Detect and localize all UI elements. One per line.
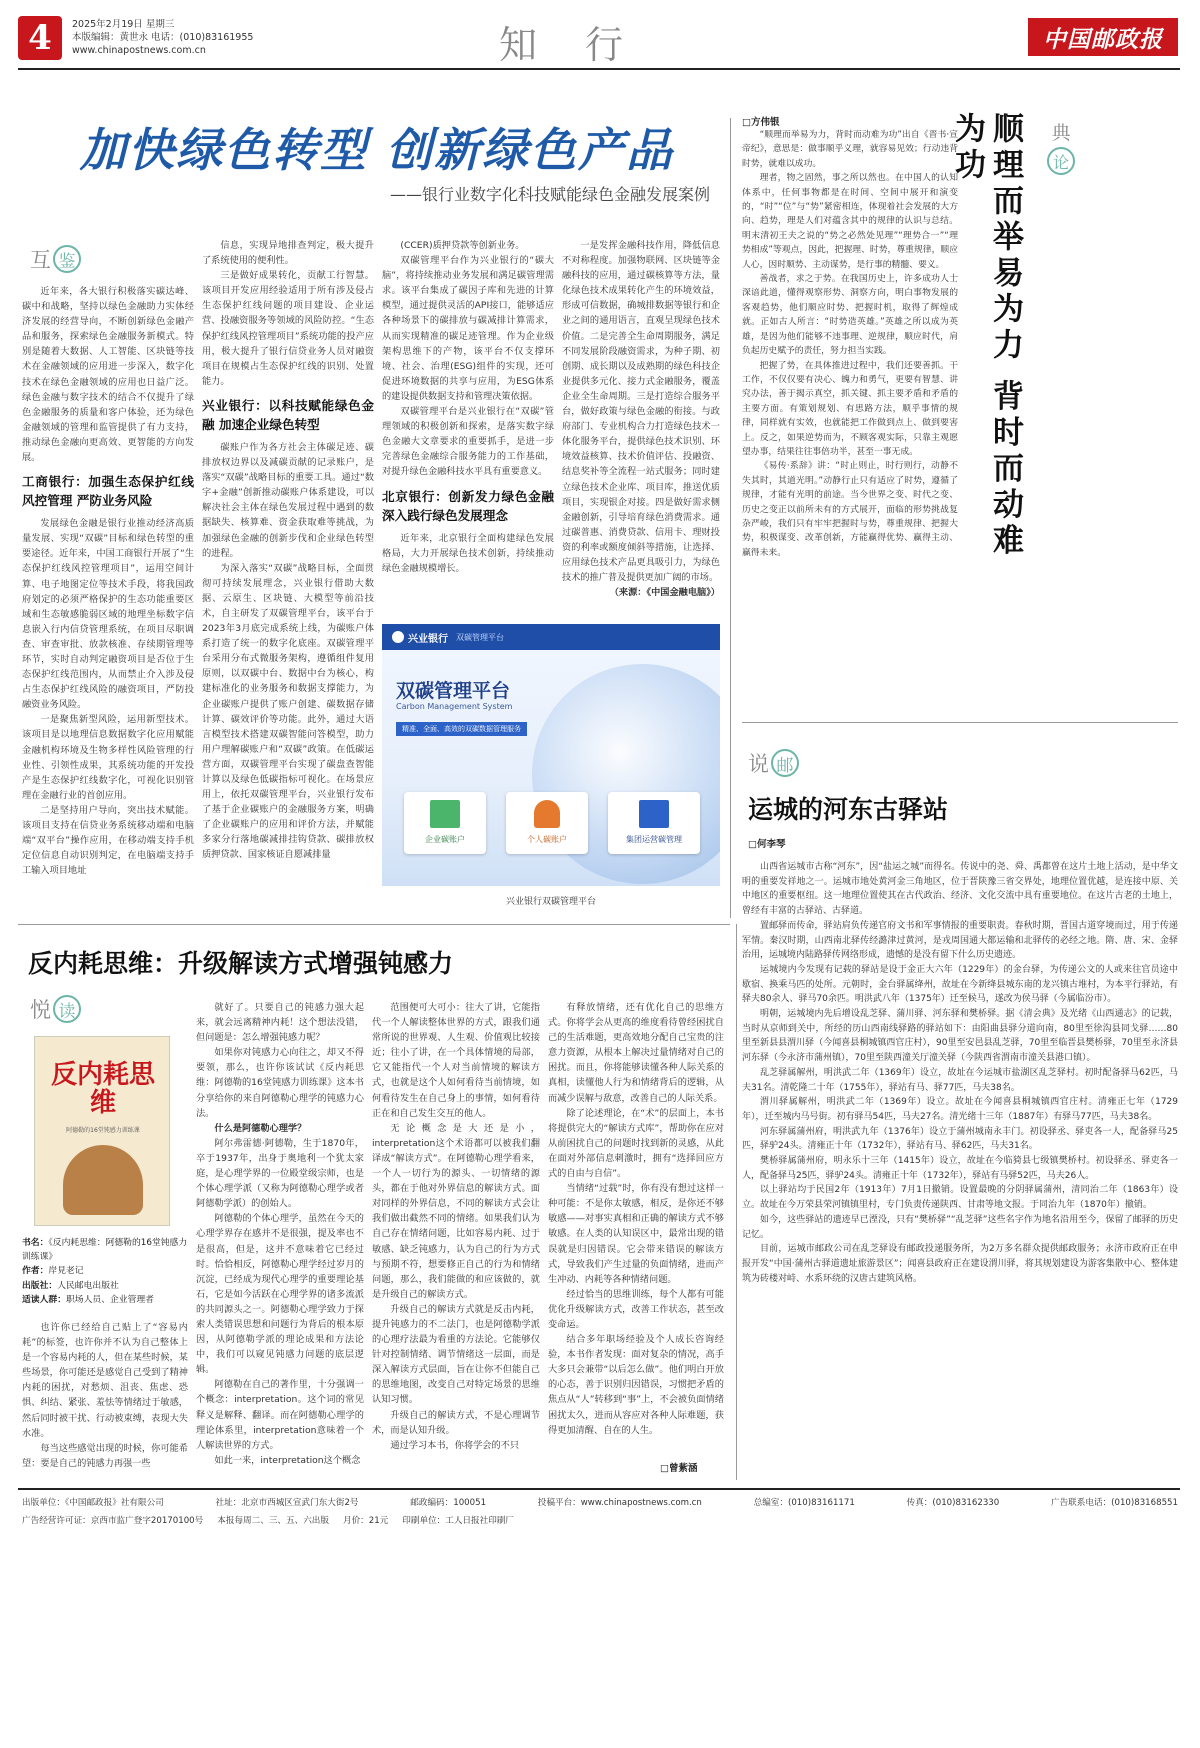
book-title: 反内耗思维：升级解读方式增强钝感力 (28, 949, 454, 978)
book-cover (34, 1036, 170, 1226)
relay-author: □何李琴 (748, 839, 786, 850)
enterprise-icon (430, 800, 460, 828)
tag-yuedu (30, 994, 81, 1024)
card-personal-label: 个人碳账户 (527, 835, 567, 844)
lead-column-1: 近年来，各大银行积极落实碳达峰、碳中和战略，坚持以绿色金融助力实体经济发展的经营导向，不断创新绿色金融产品和服务，探索绿色金融服务新模式。特别是随着大数据、人工智能、区块链等技术在金融领域的应用进一步深入，数字化技术在绿色金融领域的应用也日益广泛。绿色金融与数字技术的结合不仅提升了绿色金融服务的质量和客户体验，还为绿色金融领域的管理和监管提供了有力支持，推动绿色金融向更高效、更智能的方向发展。 工商银行：加强生态保护红线风控管理 严防业务风险 发展绿色金融是银行业推动经济高质量发展、实现“双碳”目标和绿色转型的重要途径。近年来，中国工商银行开展了“生态保护红线风控管理项目”，运用空间计算、电子地图定位等技术手段，将我国政府划定的必须严格保护的生态功能重要区域和生态敏感脆弱区域的地理坐标数字信息嵌入行内信贷管理系统，在项目尽职调查、审查审批、放款核准、存续期管理等环节，实时自动判定融资项目是否位于生态保护红线范围内，从而禁止介入涉及侵占生态保护红线风险的融资项目，严防投融资业务风险。 一是聚焦新型风险，运用新型技术。该项目是以地理信息数据数字化应用赋能金融机构环境及生物多样性风险管理的行业性、引领性成果，其系统功能的开发投产是生态保护红线数字化，可视化识别管理在金融行业的首创应用。 二是坚持用户导向，突出技术赋能。该项目支持在信贷业务系统移动端和电脑端“双平台”操作应用，在移动端支持手机定位信息自动识别判定，在电脑端支持手工输入项目地址 (22, 286, 194, 877)
tag-hujian-char2: 鉴 (53, 245, 81, 273)
meta-publisher: 出版社：人民邮电出版社 (22, 1280, 119, 1291)
book-author: □曾紫涵 (660, 1463, 698, 1474)
lead-column-4: 一是发挥金融科技作用，降低信息不对称程度。加强物联网、区块链等金融科技的应用，通过碳核算等方法，量化绿色技术成果转化产生的环境效益，形成可信数据，确城排数据等银行和企业之间的通用语言，直观呈现绿色技术价值。二是完善全生命周期服务，满足不同发展阶段融资需求，为种子期、初创期、成长期以及成熟期的绿色科技企业提供多元化、接力式金融服务，覆盖企业全生命周期。三是打造综合服务平台，做好政策与绿色金融的衔接。与政府部门、专业机构合力打造绿色技术一体化服务平台，提供绿色技术识别、环境效益核算、技术价值评估、投融资、结息奖补等全流程一站式服务；同时建立绿色技术企业库、项目库，推送优质项目，实现银企对接。四是做好需求侧金融创新，引导培育绿色消费需求。通过碳普惠、消费贷款、信用卡、理财投资的利率或额度倾斜等措施，让选择、应用绿色技术产品更具吸引力，为绿色技术的推广普及提供更加广阔的市场。 （来源：《中国金融电脑》） (562, 238, 720, 618)
card-group[interactable] (608, 792, 700, 854)
book-column-1: 也许你已经给自己贴上了“容易内耗”的标签，也许你并不认为自己整体上是一个容易内耗的人，但在某些时候，某些场景，你可能还是感觉自己受到了精神内耗的困扰，对愁烦、沮丧、焦虑、恐惧、纠结、紧张、羞怯等情绪过于敏感，然后同时被干扰、行动被束缚，表现大失水准。 每当这些感觉出现的时候，你可能希望：要是自己的钝感力再强一些 (22, 1322, 188, 1469)
section-title: 知 行 (498, 23, 642, 67)
relay-body: 山西省运城市古称“河东”，因“盐运之城”而得名。传说中的尧、舜、禹都曾在这片土地上活动，是中华文明的重要发祥地之一。运城市地处黄河金三角地区，位于晋陕豫三省交界处，地理位置优越，是连接中原、关中地区的重要枢纽。这一地理位置使其在古代政治、经济、文化交流中具有重要地位。在这片古老的土地上，曾经有丰富的古驿站、古驿道。 置邮驿而传命，驿站肩负传递官府文书和军事情报的重要职责。春秋时期，晋国古道穿境而过，用于传递军情。秦汉时期，山西南北驿传经潞津过黄河，是戎周国通大都运输和北驿传的必经之地。隋、唐、宋、金驿治用，运城境内陆路驿传网络形成，遗憾的是没有留下什么历史遗迹。 运城境内今发现有记载的驿站是设于金正大六年（1229年）的金台驿，为传递公文的人或来往官员途中歇宿、换乘马匹的处所。元朝时，金台驿属绛州，故址在今新绛县城东南的龙兴镇古堆村，为本平行驿站，有驿夫80余人、驿马70余匹。明洪武八年（1375年）迁至候马，遂改为侯马驿（今属临汾市）。 明朝，运城境内先后增设乱芝驿、蒲川驿、河东驿和樊桥驿。据《清会典》及光绪《山西通志》的记载，当时从京师到关中，所经的历山西南线驿路的驿站如下：由阳曲县驿分道向南，80里至徐沟县同戈驿……80里至新县县渭川驿（今闻喜县桐城镇西官庄村），90里至安邑县乱芝驿，70里至临晋县樊桥驿，70里至永济县河东驿（今永济市蒲州镇），70里至陕西潼关厅潼关驿（今陕西省渭南市潼关县港口镇）。 乱芝驿属解州，明洪武二年（1369年）设立，故址在今运城市盐湖区乱芝驿村。初时配备驿马62匹，马夫31名。清乾隆二十年（1755年），驿站有马、驿77匹，马夫38名。 渭川驿属解州，明洪武二年（1369年）设立。故址在今闻喜县桐城镇西官庄村。清雍正七年（1729年），迁至城内马号街。初有驿马54匹，马夫27名。清光绪十三年（1887年）有驿马77匹，马夫38名。 河东驿属蒲州府，明洪武九年（1376年）设立于蒲州城南永丰门。初设驿丞、驿吏各一人，配备驿马25匹，驿驴24头。清雍正十年（1732年），驿站有马、驿62匹，马夫31名。 樊桥驿属蒲州府，明永乐十三年（1415年）设立，故址在今临猗县七级镇樊桥村。初设驿丞、驿吏各一人，配备驿马25匹，驿驴24头。清雍正十年（1732年），驿站有马驿52匹，马夫26人。 以上驿站均于民国2年（1913年）7月1日撤销。设置最晚的分阴驿属蒲州，清同治二年（1863年）设立。故址在今万荣县荣河镇镇里村，专门负责传递陕西、甘肃等地文报。于同治九年（1870年）撤销。 如今，这些驿站的遗迹早已湮没，只有“樊桥驿”“乱芝驿”这些名字作为地名沿用至今，保留了邮驿的历史记忆。 目前，运城市邮政公司在乱芝驿设有邮政投递服务所，为2万多名群众提供邮政服务；永济市政府正在申报开发“中国·蒲州古驿道遗址旅游景区”；闻喜县政府正在建设渭川驿，将其规划建设为游客集散中心、整体建筑为砖楼对峙、水系环绕的汉唐古建筑风格。 (742, 862, 1178, 1284)
classic-body: “顺理而举易为力，背时而动难为功”出自《晋书·宣帝纪》，意思是：做事顺乎义理，就容易见效；行动违背时势，就难以成功。 理者，物之固然，事之所以然也。在中国人的认知体系中，任何事物都是在时间、空间中展开和演变的，“时”“位”与“势”紧密相连，体现着社会发展的大方向、趋势，理是人们对蕴含其中的规律的认识与总结。明末清初王夫之说的“势之必然处见理”“理势合一”“理势相成”等观点，因此，把握理、时势，尊重规律，顺应人心，因时顺势、主动谋势，是行事的精髓、要义。 善战者，求之于势。在我国历史上，许多成功人士深谙此道，懂得观察形势、洞察方向，明白事物发展的客观趋势，他们顺应时势、把握时机，取得了辉煌成就。正如古人所言：“时势造英雄。”英雄之所以成为英雄，是因为他们能够不违事理、逆规律，顺应时代，肩负起历史赋予的责任，努力担当实践。 把握了势，在具体推进过程中，我们还要善抓。干工作，不仅仅要有决心、魄力和勇气，更要有智慧、讲究办法，善于揭示真空，抓关键、抓主要矛盾和矛盾的主要方面。有策划规划、有思路方法，顺乎事情的规律，同样就有实效，也就能把工作做到点上、做到要害上。反之，如果逆势而为，不顾客观实际，只靠主观愿望办事，结果往往事倍功半，甚至一事无成。 《易传·系辞》讲：“时止则止，时行则行，动静不失其时，其道光明。”动静行止只有适应了时势，遵循了规律，才能有光明的前途。当今世界之变、时代之变、历史之变正以前所未有的方式展开，面临的形势挑战复杂严峻，我们只有牢牢把握时与势，尊重规律、把握大势，积极谋变、改革创新，方能赢得优势、赢得主动、赢得未来。 (742, 130, 958, 558)
lead-source: （来源：《中国金融电脑》） (609, 587, 720, 599)
issue-date: 2025年2月19日 星期三 (72, 19, 175, 30)
brand-name: 中国邮政报 (1043, 25, 1163, 53)
cib-logo-text: 兴业银行 (408, 633, 448, 645)
book-cover-title: 反内耗思维 (50, 1060, 155, 1118)
page-number: 4 (28, 18, 52, 58)
classic-title: 顺理而举易为力 背时而动难为功 (949, 112, 1023, 560)
subhead-icbc: 工商银行：加强生态保护红线风控管理 严防业务风险 (22, 474, 194, 509)
tag-hujian (30, 244, 81, 274)
tag-hujian-char1: 互 (30, 248, 51, 272)
tag-yuedu-char2: 读 (53, 995, 81, 1023)
site-url[interactable]: www.chinapostnews.com.cn (72, 45, 206, 56)
figure-en: Carbon Management System (396, 702, 513, 711)
editor-line: 本版编辑：黄世永 电话：(010)83161955 (72, 32, 254, 43)
cib-platform-figure (382, 624, 720, 886)
person-icon (534, 800, 560, 828)
figure-title: 双碳管理平台 (396, 680, 511, 702)
lead-intro: 近年来，各大银行积极落实碳达峰、碳中和战略，坚持以绿色金融助力实体经济发展的经营导向，不断创新绿色金融产品和服务，探索绿色金融服务新模式。特别是随着大数据、人工智能、区块链等技术在金融领域的应用进一步深入，数字化技术在绿色金融领域的应用也日益广泛。绿色金融与数字技术的结合不仅提升了绿色金融服务的质量和客户体验，还为绿色金融领域的管理和监管提供了有力支持，推动绿色金融向更高效、更智能的方向发展。 (22, 286, 194, 464)
subhead-cib: 兴业银行：以科技赋能绿色金融 加速企业绿色转型 (202, 397, 374, 432)
building-icon (639, 800, 669, 828)
lead-column-3: (CCER)质押贷款等创新业务。 双碳管理平台作为兴业银行的“碳大脑”，将持续推动业务发展和满足碳管理需求。该平台集成了碳因子库和先进的计算模型，通过提供灵活的API接口，能够适应各种场景下的碳排放与碳减排计算需求，从而实现精准的碳足迹管理。作为企业级架构思维下的产物，该平台不仅支撑环境、社会、治理(ESG)组件的实现，还可促进环境数据的共享与应用，为ESG体系的建设提供数据支持和管理决策依据。 双碳管理平台是兴业银行在“双碳”管理领域的积极创新和探索，是落实数字绿色金融大文章要求的重要抓手，是进一步完善绿色金融综合服务能力的工作基础，对提升绿色金融科技水平具有重要意义。 北京银行：创新发力绿色金融 深入践行绿色发展理念 近年来，北京银行全面构建绿色发展格局，大力开展绿色技术创新，持续推动绿色金融规模增长。 (382, 240, 554, 574)
card-enterprise-label: 企业碳账户 (425, 835, 465, 844)
meta-title: 书名：《反内耗思维：阿德勒的16堂钝感力训练课》 (22, 1238, 188, 1263)
book-meta (22, 1236, 188, 1307)
subhead-bob: 北京银行：创新发力绿色金融 深入践行绿色发展理念 (382, 488, 554, 523)
cib-logo-sub: 双碳管理平台 (456, 632, 504, 642)
card-group-label: 集团运营碳管理 (626, 835, 682, 844)
lead-subtitle: ——银行业数字化科技赋能绿色金融发展案例 (390, 185, 711, 204)
figure-caption: 兴业银行双碳管理平台 (505, 897, 596, 907)
relay-title: 运城的河东古驿站 (748, 795, 949, 824)
book-column-4: 有释放情绪，还有优化自己的思维方式。你将学会从更高的维度看待曾经困扰自己的生活难题，更高效地分配自己宝贵的注意力资源，从根本上解决过量情绪对自己的困扰。而且，你将能够读懂各种人际关系的真相，读懂他人行为和情绪背后的逻辑，从而减少误解与敌意，改善自己的人际关系。 除了论述理论，在“术”的层面上，本书将提供完大的“解读方式库”，帮助你在应对从前困扰自己的问题时找到新的灵感，从此在面对外部信息刺激时，拥有“选择回应方式的自由与自信”。 当情绪“过载”时，你有没有想过这样一种可能：不是你太敏感，相反，是你还不够敏感——对事实真相和正确的解读方式不够敏感。在人类的认知误区中，最常出现的错误就是归因错误。它会带来错误的解读方式，导致我们产生过量的负面情绪，进而产生冲动、内耗等各种情绪问题。 经过恰当的思维训练，每个人都有可能优化升级解读方式，改善工作状态，甚至改变命运。 结合多年职场经验及个人成长咨询经验，本书作者发现：面对复杂的情况，高手大多只会兼带“以后怎么做”。他们明白开放的心态，善于识别归因错误，习惯把矛盾的焦点从“人”转移到“事”上，不会被负面情绪困扰太久，进而从容应对各种人际难题，获得更加清醒、自在的人生。 (548, 1002, 724, 1436)
meta-author: 作者：岸見老记 (22, 1266, 84, 1277)
book-column-2: 就好了。只要自己的钝感力强大起来，就会远离精神内耗！这个想法没错，但问题是：怎么增强钝感力呢？ 如果你对钝感力心向往之，却又不得要领，那么，也许你该试试《反内耗思维：阿德勒的16堂钝感力训练课》这本书分享给你的来自阿德勒心理学的钝感力心法。 什么是阿德勒心理学？ 阿尔弗雷德·阿德勒，生于1870年，卒于1937年，出身于奥地利一个犹太家庭，是心理学界的一位殿堂级宗师，也是个体心理学派（又称为阿德勒心理学或者阿德勒学派）的创始人。 阿德勒的个体心理学，虽然在今天的心理学界存在感并不是很强，提及率也不是很高，但是，这并不意味着它已经过时。恰恰相反，阿德勒心理学经过岁月的沉淀，已经成为现代心理学的重要理论基石，它是如今活跃在心理学界的诸多流派的共同源头之一。阿德勒心理学致力于探索人类错误思想和问题行为背后的根本原因，从阿德勒学派的理论成果和方法论中，我们可以窥见钝感力问题的底层逻辑。 阿德勒在自己的著作里，十分强调一个概念：interpretation。这个词的常见释义是解释、翻译。而在阿德勒心理学的理论体系里，interpretation意味着一个人解读世界的方式。 如此一来，interpretation这个概念 (196, 1002, 364, 1466)
classic-author: □方伟银 (742, 117, 780, 128)
page-number-badge (18, 16, 62, 60)
tag-shuoyou (748, 748, 799, 778)
cib-logo-icon (392, 631, 404, 643)
footer-line-1: 出版单位：《中国邮政报》社有限公司 社址：北京市西城区宣武门东大街2号 邮政编码：100051 投稿平台：www.chinapostnews.com.cn 总编室：(010)83161171 传真：(010)83162330 广告联系电话：(010)83168551 (22, 1498, 1178, 1508)
figure-desc: 精准、全面、高效的双碳数据管理服务 (396, 722, 527, 736)
book-cover-sub: 阿德勒的16堂钝感力训练课 (66, 1127, 140, 1134)
tag-shuoyou-char2: 邮 (771, 749, 799, 777)
tag-shuoyou-char1: 说 (748, 752, 769, 776)
tag-dianlun-char1: 典 (1051, 122, 1071, 144)
tag-dianlun (1046, 118, 1076, 175)
footer-line-2: 广告经营许可证：京西市监广登字20170100号 本报每周二、三、五、六出版 月价：21元 印刷单位：工人日报社印刷厂 (22, 1516, 515, 1526)
lead-column-2: 信息，实现异地排查判定，极大提升了系统使用的便利性。 三是做好成果转化，贡献工行智慧。该项目开发应用经验适用于所有涉及侵占生态保护红线问题的项目建设、企业运营、投融资服务等领域的风险防控。“生态保护红线风控管理项目”系统功能的投产应用，极大提升了银行信贷业务人员对融资项目在规模占生态保护红线的识别、处置能力。 兴业银行：以科技赋能绿色金融 加速企业绿色转型 碳账户作为各方社会主体碳足迹、碳排放权边界以及减碳贡献的记录账户，是落实“双碳”战略目标的重要工具。通过“数字+金融”创新推动碳账户体系建设，可以解决社会主体在绿色发展过程中遇到的数据缺失、核算难、资金获取难等挑战，为加强绿色金融的创新步伐和企业绿色转型的进程。 为深入落实“双碳”战略目标，全面贯彻可持续发展理念，兴业银行借助大数据、云原生、区块链、大模型等前沿技术，自主研发了双碳管理平台，该平台于2023年3月底完成系统上线，为碳账户体系打造了统一的数字化底座。双碳管理平台采用分布式微服务架构，遵循组件复用原则，以双碳中台、数据中台为核心，构建标准化的业务服务和数据支撑能力，为企业碳账户提供了账户创建、碳数据存储计算、碳效评价等功能。此外，通过大语言模型技术搭建双碳智能问答模型，助力用户理解碳账户和“双碳”政策。在低碳运营方面，双碳管理平台实现了碳盘查智能计算以及绿色低碳指标可视化。在场景应用上，依托双碳管理平台，兴业银行发布了基于企业碳账户的金融服务方案，明确了企业碳账户的应用和评价方法，并赋能多家分行落地碳减排挂钩贷款、碳排放权质押贷款、国家核证自愿减排量 (202, 240, 374, 861)
book-column-3: 范围便可大可小：往大了讲，它能指代一个人解读整体世界的方式，跟我们通常所说的世界观、人生观、价值观比较接近；往小了讲，在一个具体情境的局部，它又能指代一个人对当前情境的解读方式，也就是这个人如何看待当前情境，如何看待发生在自己身上的事情，如何看待正在和自己发生交互的他人。 无论概念是大还是小，interpretation这个术语都可以被我们翻译成“解读方式”。在阿德勒心理学看来，一个人一切行为的源头、一切情绪的源头，都在于他对外界信息的解读方式。面对同样的外界信息，不同的解读方式会让我们做出截然不同的情绪。如果我们认为自己存在情绪问题，比如容易内耗、过于敏感、缺乏钝感力，认为自己的行为方式与预期不符，想要修正自己的行为和情绪问题，那么，我们能做的和应该做的，就是升级自己的解读方式。 升级自己的解读方式就是反击内耗，提升钝感力的不二法门，也是阿德勒学派的心理疗法最为看重的方法论。它能够仅针对控制情绪、调节情绪这一层面，而是深入解读方式层面，旨在让你不但能自己的思维地图，改变自己对特定场景的思维认知习惯。 升级自己的解读方式，不是心理调节术，而是认知升级。 通过学习本书，你将学会的不只 (372, 1002, 540, 1451)
tag-yuedu-char1: 悦 (30, 998, 51, 1022)
brand-logo (1028, 18, 1178, 56)
tag-dianlun-char2: 论 (1047, 147, 1075, 175)
lead-title: 加快绿色转型 创新绿色产品 (80, 123, 675, 177)
card-personal[interactable] (506, 792, 588, 854)
marmot-illustration (63, 1145, 143, 1215)
meta-readers: 适读人群：职场人员、企业管理者 (22, 1294, 154, 1305)
card-enterprise[interactable] (404, 792, 486, 854)
